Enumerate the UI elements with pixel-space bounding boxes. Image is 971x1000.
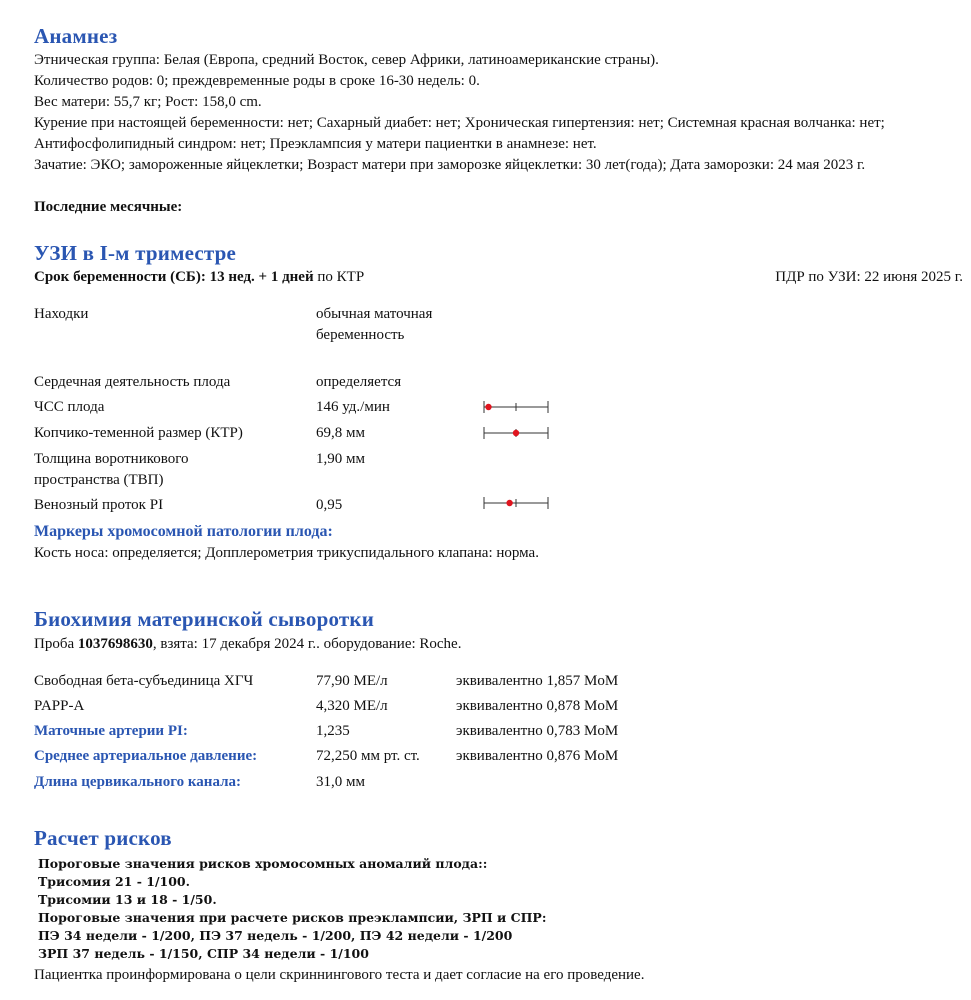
biochemistry-heading: Биохимия материнской сыворотки <box>34 607 375 631</box>
marker-value-dot <box>485 404 491 410</box>
hcg-label: Свободная бета-субъединица ХГЧ <box>34 673 254 689</box>
heart-activity-label: Сердечная деятельность плода <box>34 374 231 390</box>
hcg-mom: эквивалентно 1,857 MoM <box>456 673 619 689</box>
pe-thresholds-title: Пороговые значения при расчете рисков преэклампсии, ЗРП и СПР: <box>38 910 547 925</box>
parity-line: Количество родов: 0; преждевременные роды в сроке 16-30 недель: 0. <box>34 73 480 89</box>
medical-history-paragraph: Курение при настоящей беременности: нет; Сахарный диабет: нет; Хроническая гипертензия: нет; Системная красная волчанка: нет; Антифосфолипидный синдром: нет; Преэклампсия у матери пациентки в анамнезе: нет. <box>34 115 885 152</box>
uterine-artery-label: Маточные артерии PI: <box>34 723 188 739</box>
gestational-age-line <box>34 267 364 288</box>
finding-value: обычная маточная беременность <box>316 306 433 343</box>
last-period-label: Последние месячные: <box>34 199 183 215</box>
trisomy13-18-threshold: Трисомии 13 и 18 - 1/50. <box>38 892 217 907</box>
crl-value: 69,8 мм <box>316 425 365 441</box>
pappa-label: PAPP-A <box>34 698 85 714</box>
sample-line <box>34 634 461 655</box>
map-mom: эквивалентно 0,876 MoM <box>456 748 619 764</box>
gestational-age-method: по КТР <box>317 269 365 285</box>
risk-heading: Расчет рисков <box>34 826 172 850</box>
marker-value-dot <box>506 500 512 506</box>
history-heading: Анамнез <box>34 24 118 48</box>
marker-value-dot <box>513 430 519 436</box>
sample-details: , взята: 17 декабря 2024 г.. оборудование: Roche. <box>152 636 462 652</box>
cervical-length-value: 31,0 мм <box>316 774 365 790</box>
ultrasound-heading: УЗИ в I-м триместре <box>34 241 237 265</box>
nt-value: 1,90 мм <box>316 451 365 467</box>
pappa-mom: эквивалентно 0,878 MoM <box>456 698 619 714</box>
finding-label: Находки <box>34 306 89 322</box>
map-value: 72,250 мм рт. ст. <box>316 748 420 764</box>
chromosomal-markers-text: Кость носа: определяется; Допплерометрия трикуспидального клапана: норма. <box>34 545 539 561</box>
ductus-venosus-range-marker <box>482 496 550 510</box>
fgr-sb-thresholds: ЗРП 37 недель - 1/150, СПР 34 недели - 1/100 <box>38 946 369 961</box>
pe-thresholds: ПЭ 34 недели - 1/200, ПЭ 37 недель - 1/200, ПЭ 42 недели - 1/200 <box>38 928 513 943</box>
hcg-value: 77,90 МЕ/л <box>316 673 388 689</box>
weight-height-line: Вес матери: 55,7 кг; Рост: 158,0 cm. <box>34 94 262 110</box>
nt-label: Толщина воротникового пространства (ТВП) <box>34 451 189 488</box>
heart-rate-value: 146 уд./мин <box>316 399 390 415</box>
pappa-value: 4,320 МЕ/л <box>316 698 388 714</box>
ductus-venosus-value: 0,95 <box>316 497 343 513</box>
sample-prefix: Проба <box>34 636 78 652</box>
sample-id: 1037698630 <box>77 636 153 652</box>
chromosomal-thresholds-title: Пороговые значения рисков хромосомных аномалий плода:: <box>38 856 488 871</box>
gestational-age-label: Срок беременности (СБ): <box>34 269 206 285</box>
ductus-venosus-label: Венозный проток PI <box>34 497 164 513</box>
cervical-length-label: Длина цервикального канала: <box>34 774 241 790</box>
heart-activity-value: определяется <box>316 374 402 390</box>
heart-rate-label: ЧСС плода <box>34 399 105 415</box>
heart-rate-range-marker <box>482 400 550 414</box>
ethnicity-line: Этническая группа: Белая (Европа, средний Восток, север Африки, латиноамериканские страны). <box>34 52 659 68</box>
conception-paragraph: Зачатие: ЭКО; замороженные яйцеклетки; Возраст матери при заморозке яйцеклетки: 30 лет(года); Дата заморозки: 24 мая 2023 г. <box>34 157 866 173</box>
consent-text: Пациентка проинформирована о цели скриннингового теста и дает согласие на его проведение. <box>34 967 645 983</box>
gestational-age-value: 13 нед. + 1 дней <box>209 269 314 285</box>
due-date: ПДР по УЗИ: 22 июня 2025 г. <box>775 269 963 285</box>
crl-range-marker <box>482 426 550 440</box>
uterine-artery-mom: эквивалентно 0,783 MoM <box>456 723 619 739</box>
crl-label: Копчико-теменной размер (КТР) <box>34 425 243 441</box>
uterine-artery-value: 1,235 <box>316 723 350 739</box>
chromosomal-markers-heading: Маркеры хромосомной патологии плода: <box>34 523 333 540</box>
trisomy21-threshold: Трисомия 21 - 1/100. <box>38 874 190 889</box>
map-label: Среднее артериальное давление: <box>34 748 258 764</box>
